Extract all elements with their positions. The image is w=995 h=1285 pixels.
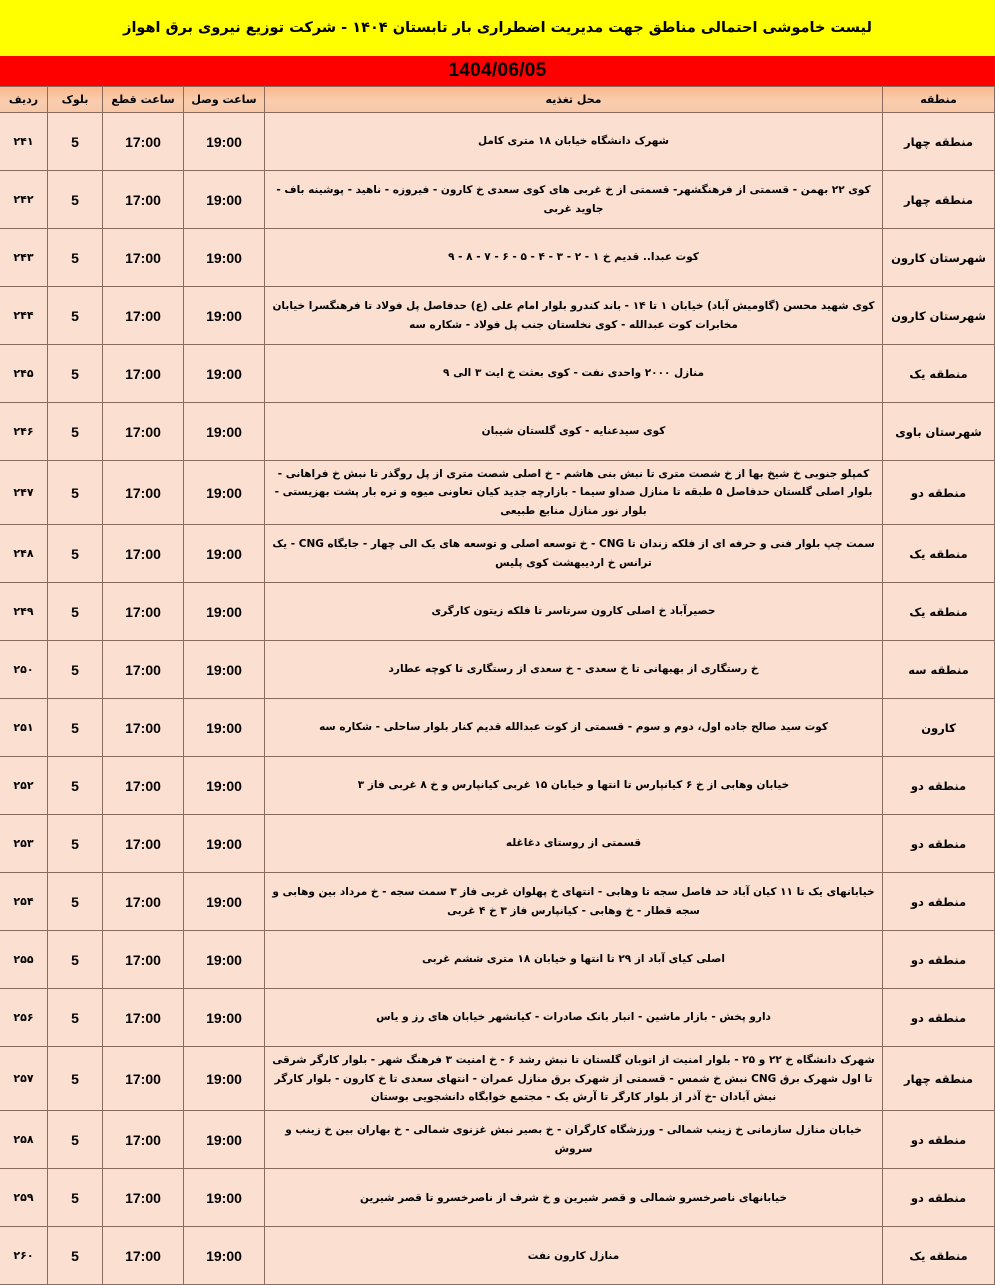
cell-block: 5 [48, 525, 103, 583]
cell-on-time: 19:00 [184, 641, 265, 699]
cell-block: 5 [48, 345, 103, 403]
cell-block: 5 [48, 1169, 103, 1227]
cell-off-time: 17:00 [103, 815, 184, 873]
cell-row-number: ۲۶۰ [0, 1227, 48, 1285]
cell-feed-location: شهرک دانشگاه خیابان ۱۸ متری کامل [265, 113, 883, 171]
cell-on-time: 19:00 [184, 699, 265, 757]
table-header [0, 87, 995, 113]
cell-on-time: 19:00 [184, 461, 265, 525]
cell-feed-location: سمت چپ بلوار فنی و حرفه ای از فلکه زندان تا CNG - خ توسعه اصلی و توسعه های یک الی چهار - جایگاه CNG - یک ترانس خ اردیبهشت کوی پلیس [265, 525, 883, 583]
header-row [0, 87, 995, 113]
cell-feed-location: شهرک دانشگاه خ ۲۲ و ۲۵ - بلوار امنیت از اتوبان گلستان تا نبش رشد ۶ - خ امنیت ۳ فرهنگ شهر - بلوار کارگر شرقی تا اول شهرک برق CNG نبش خ شمس - قسمتی از شهرک برق منازل عمران - انتهای سعدی تا خ کارون - بلوار کارگر نبش آبادان -خ آذر از بلوار کارگر تا آرش یک - مجتمع خوابگاه دانشجویی بوستان [265, 1047, 883, 1111]
table-row [0, 1227, 995, 1285]
cell-feed-location: کوی سیدعنایه - کوی گلستان شیبان [265, 403, 883, 461]
cell-feed-location: منازل ۲۰۰۰ واحدی نفت - کوی بعثت خ ایت ۳ الی ۹ [265, 345, 883, 403]
cell-block: 5 [48, 641, 103, 699]
column-header-off-time: ساعت قطع [103, 87, 184, 113]
cell-row-number: ۲۵۱ [0, 699, 48, 757]
table-row [0, 113, 995, 171]
column-header-zone: منطقه [883, 87, 995, 113]
table-row [0, 1047, 995, 1111]
cell-on-time: 19:00 [184, 525, 265, 583]
cell-on-time: 19:00 [184, 873, 265, 931]
cell-block: 5 [48, 757, 103, 815]
table-row [0, 403, 995, 461]
table-row [0, 699, 995, 757]
cell-on-time: 19:00 [184, 229, 265, 287]
table-row [0, 757, 995, 815]
cell-row-number: ۲۵۳ [0, 815, 48, 873]
cell-zone: منطقه دو [883, 989, 995, 1047]
cell-off-time: 17:00 [103, 989, 184, 1047]
cell-on-time: 19:00 [184, 287, 265, 345]
cell-row-number: ۲۴۷ [0, 461, 48, 525]
cell-on-time: 19:00 [184, 1047, 265, 1111]
cell-zone: شهرستان کارون [883, 287, 995, 345]
cell-feed-location: کوی شهید محسن (گاومیش آباد) خیابان ۱ تا ۱۴ - باند کندرو بلوار امام علی (ع) حدفاصل پل فولاد تا فرهنگسرا خیابان مخابرات کوت عبدالله - کوی نخلستان جنب پل فولاد - شکاره سه [265, 287, 883, 345]
table-row [0, 171, 995, 229]
cell-off-time: 17:00 [103, 1169, 184, 1227]
cell-feed-location: کوی ۲۲ بهمن - قسمتی از فرهنگشهر- قسمتی از خ غربی های کوی سعدی خ کارون - فیروزه - ناهید - پوشینه باف - جاوید غربی [265, 171, 883, 229]
cell-block: 5 [48, 113, 103, 171]
cell-zone: منطقه دو [883, 931, 995, 989]
date-banner [0, 56, 995, 86]
cell-row-number: ۲۵۸ [0, 1111, 48, 1169]
page-title: لیست خاموشی احتمالی مناطق جهت مدیریت اضطراری بار تابستان ۱۴۰۴ - شرکت توزیع نیروی برق اهواز [123, 19, 872, 36]
table-row [0, 1169, 995, 1227]
cell-zone: منطقه دو [883, 461, 995, 525]
cell-on-time: 19:00 [184, 1111, 265, 1169]
cell-feed-location: خیابانهای ناصرخسرو شمالی و قصر شیرین و خ شرف از ناصرخسرو تا قصر شیرین [265, 1169, 883, 1227]
cell-on-time: 19:00 [184, 989, 265, 1047]
cell-on-time: 19:00 [184, 403, 265, 461]
cell-row-number: ۲۴۸ [0, 525, 48, 583]
column-header-block: بلوک [48, 87, 103, 113]
table-row [0, 1111, 995, 1169]
table-row [0, 229, 995, 287]
column-header-feed-location: محل تغذیه [265, 87, 883, 113]
cell-block: 5 [48, 403, 103, 461]
cell-row-number: ۲۵۴ [0, 873, 48, 931]
cell-zone: منطقه دو [883, 757, 995, 815]
cell-zone: منطقه یک [883, 1227, 995, 1285]
title-banner [0, 0, 995, 56]
table-row [0, 815, 995, 873]
cell-zone: منطقه دو [883, 873, 995, 931]
cell-feed-location: خیابانهای یک تا ۱۱ کیان آباد حد فاصل سجه تا وهابی - انتهای خ پهلوان غربی فاز ۳ سمت سجه - خ مرداد بین وهابی و سجه قطار - خ وهابی - کیانپارس فاز ۳ خ ۴ غربی [265, 873, 883, 931]
cell-block: 5 [48, 873, 103, 931]
cell-block: 5 [48, 461, 103, 525]
cell-row-number: ۲۵۶ [0, 989, 48, 1047]
cell-feed-location: اصلی کیای آباد از ۲۹ تا انتها و خیابان ۱۸ متری ششم غربی [265, 931, 883, 989]
cell-feed-location: کوت سید صالح جاده اول، دوم و سوم - قسمتی از کوت عبدالله قدیم کنار بلوار ساحلی - شکاره سه [265, 699, 883, 757]
cell-zone: منطقه دو [883, 1169, 995, 1227]
table-row [0, 461, 995, 525]
cell-off-time: 17:00 [103, 113, 184, 171]
cell-off-time: 17:00 [103, 931, 184, 989]
column-header-on-time: ساعت وصل [184, 87, 265, 113]
cell-row-number: ۲۵۹ [0, 1169, 48, 1227]
table-row [0, 641, 995, 699]
cell-off-time: 17:00 [103, 1047, 184, 1111]
cell-row-number: ۲۴۳ [0, 229, 48, 287]
cell-off-time: 17:00 [103, 699, 184, 757]
cell-on-time: 19:00 [184, 931, 265, 989]
cell-zone: منطقه یک [883, 345, 995, 403]
column-header-row: ردیف [0, 87, 48, 113]
cell-feed-location: خ رستگاری از بهبهانی تا خ سعدی - خ سعدی از رستگاری تا کوچه عطارد [265, 641, 883, 699]
cell-on-time: 19:00 [184, 583, 265, 641]
cell-row-number: ۲۵۷ [0, 1047, 48, 1111]
cell-off-time: 17:00 [103, 1227, 184, 1285]
cell-feed-location: منازل کارون نفت [265, 1227, 883, 1285]
cell-zone: منطقه چهار [883, 171, 995, 229]
cell-on-time: 19:00 [184, 1169, 265, 1227]
cell-row-number: ۲۴۲ [0, 171, 48, 229]
cell-off-time: 17:00 [103, 229, 184, 287]
cell-off-time: 17:00 [103, 641, 184, 699]
cell-row-number: ۲۵۲ [0, 757, 48, 815]
cell-row-number: ۲۴۱ [0, 113, 48, 171]
cell-feed-location: خیابان وهابی از خ ۶ کیانپارس تا انتها و خیابان ۱۵ غربی کیانپارس و خ ۸ غربی فاز ۳ [265, 757, 883, 815]
cell-block: 5 [48, 931, 103, 989]
table-row [0, 583, 995, 641]
cell-feed-location: کمپلو جنوبی خ شیخ بها از خ شصت متری تا نبش بنی هاشم - خ اصلی شصت متری از پل روگذر تا نبش خ فراهانی - بلوار اصلی گلستان حدفاصل ۵ طبقه تا منازل صداو سیما - بازارچه جدید کیان تعاونی میوه و تره بار پشت بهزیستی - بلوار نور منازل منابع طبیعی [265, 461, 883, 525]
table-row [0, 873, 995, 931]
cell-row-number: ۲۴۵ [0, 345, 48, 403]
cell-zone: منطقه یک [883, 583, 995, 641]
cell-off-time: 17:00 [103, 403, 184, 461]
cell-off-time: 17:00 [103, 757, 184, 815]
cell-zone: منطقه دو [883, 815, 995, 873]
table-row [0, 931, 995, 989]
schedule-date: 1404/06/05 [448, 60, 547, 81]
cell-feed-location: خیابان منازل سازمانی خ زینب شمالی - ورزشگاه کارگران - خ بصیر نبش غزنوی شمالی - خ بهاران بین خ زینب و سروش [265, 1111, 883, 1169]
cell-row-number: ۲۵۰ [0, 641, 48, 699]
cell-row-number: ۲۴۹ [0, 583, 48, 641]
cell-block: 5 [48, 989, 103, 1047]
cell-row-number: ۲۴۴ [0, 287, 48, 345]
table-row [0, 525, 995, 583]
cell-off-time: 17:00 [103, 171, 184, 229]
cell-feed-location: دارو پخش - بازار ماشین - انبار بانک صادرات - کیانشهر خیابان های رز و یاس [265, 989, 883, 1047]
cell-block: 5 [48, 583, 103, 641]
cell-block: 5 [48, 815, 103, 873]
cell-off-time: 17:00 [103, 1111, 184, 1169]
cell-off-time: 17:00 [103, 461, 184, 525]
cell-zone: شهرستان باوی [883, 403, 995, 461]
cell-block: 5 [48, 171, 103, 229]
cell-block: 5 [48, 699, 103, 757]
cell-on-time: 19:00 [184, 113, 265, 171]
cell-block: 5 [48, 1111, 103, 1169]
cell-zone: منطقه دو [883, 1111, 995, 1169]
cell-zone: شهرستان کارون [883, 229, 995, 287]
cell-off-time: 17:00 [103, 583, 184, 641]
cell-row-number: ۲۵۵ [0, 931, 48, 989]
cell-feed-location: کوت عبدا.. قدیم خ ۱ - ۲ - ۳ - ۴ - ۵ - ۶ - ۷ - ۸ - ۹ [265, 229, 883, 287]
cell-feed-location: حصیرآباد خ اصلی کارون سرتاسر تا فلکه زیتون کارگری [265, 583, 883, 641]
cell-off-time: 17:00 [103, 525, 184, 583]
cell-zone: منطقه چهار [883, 1047, 995, 1111]
cell-block: 5 [48, 1047, 103, 1111]
cell-block: 5 [48, 287, 103, 345]
table-row [0, 287, 995, 345]
outage-table [0, 86, 995, 1285]
cell-block: 5 [48, 229, 103, 287]
cell-on-time: 19:00 [184, 757, 265, 815]
table-row [0, 989, 995, 1047]
cell-on-time: 19:00 [184, 171, 265, 229]
table-body [0, 113, 995, 1285]
cell-off-time: 17:00 [103, 873, 184, 931]
cell-block: 5 [48, 1227, 103, 1285]
cell-zone: منطقه سه [883, 641, 995, 699]
cell-off-time: 17:00 [103, 345, 184, 403]
cell-feed-location: قسمتی از روستای دغاغله [265, 815, 883, 873]
cell-off-time: 17:00 [103, 287, 184, 345]
cell-zone: کارون [883, 699, 995, 757]
cell-zone: منطقه یک [883, 525, 995, 583]
cell-on-time: 19:00 [184, 345, 265, 403]
cell-on-time: 19:00 [184, 1227, 265, 1285]
table-row [0, 345, 995, 403]
cell-on-time: 19:00 [184, 815, 265, 873]
cell-zone: منطقه چهار [883, 113, 995, 171]
cell-row-number: ۲۴۶ [0, 403, 48, 461]
